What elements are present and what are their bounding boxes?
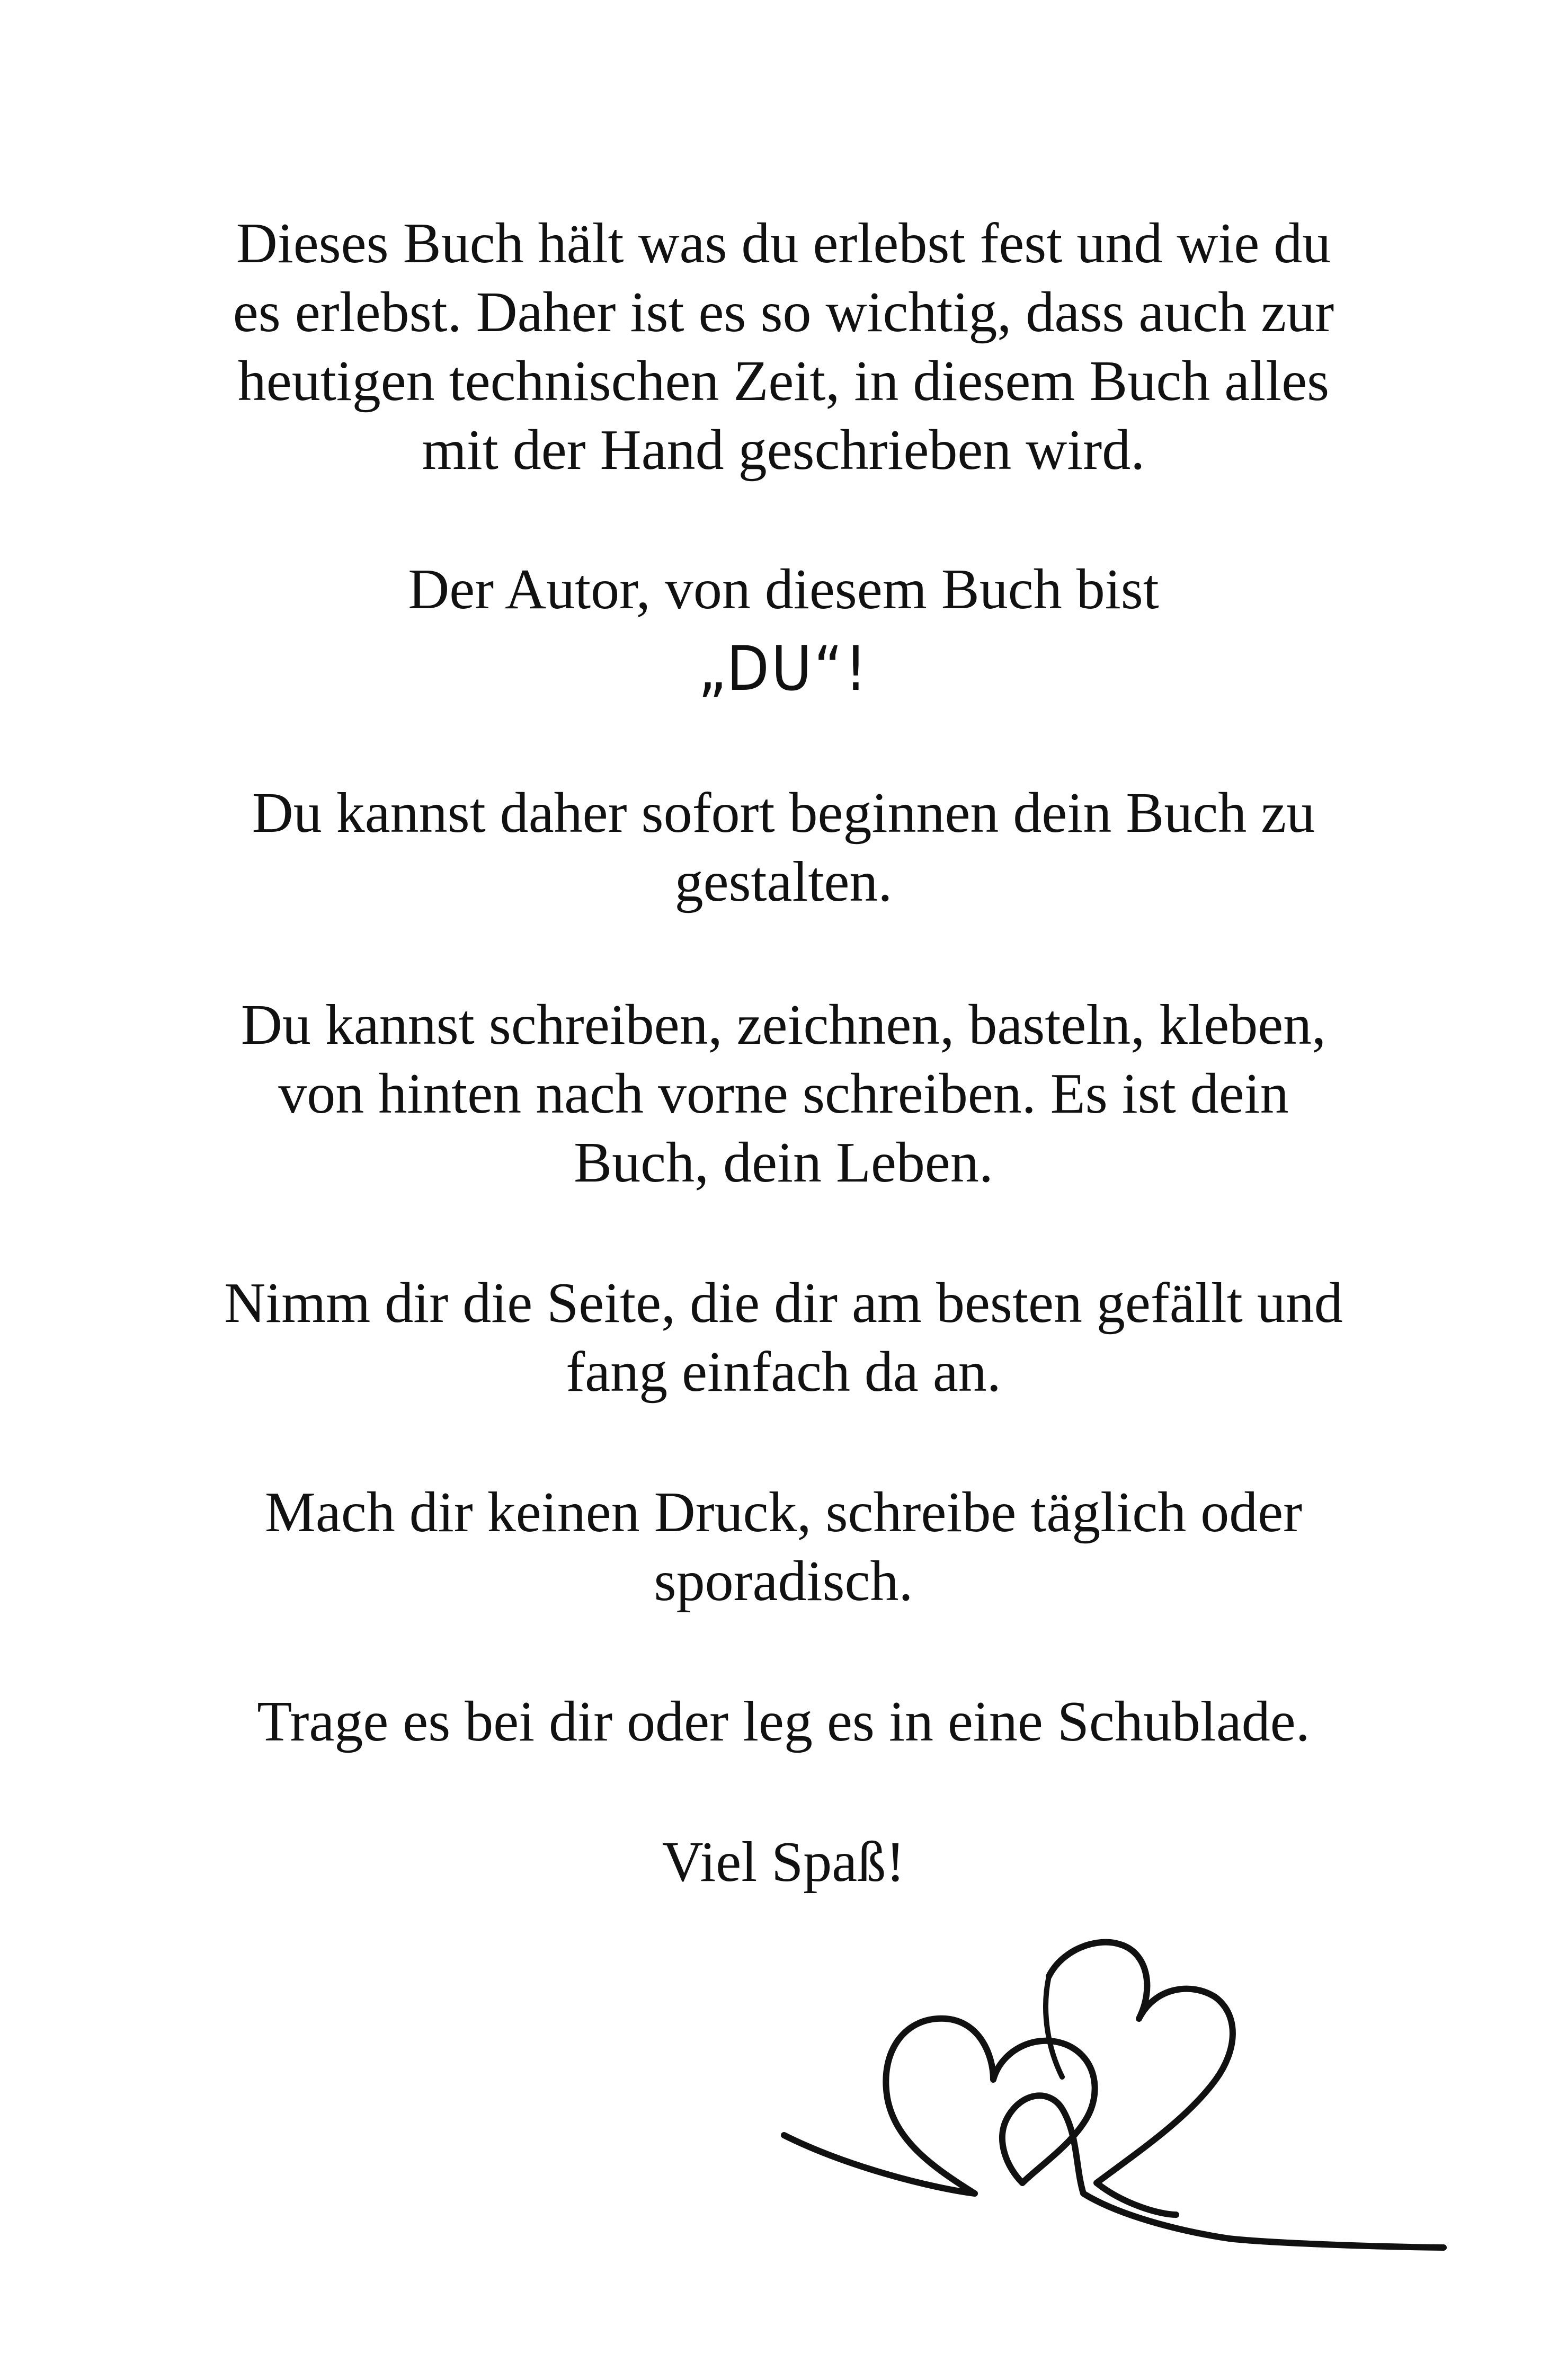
closing-line: Viel Spaß!: [662, 1831, 905, 1894]
choose-page-paragraph: Nimm dir die Seite, die dir am besten gefällt und fang einfach da an.: [224, 1272, 1343, 1404]
start-paragraph: Du kannst daher sofort beginnen dein Buch zu gestalten.: [252, 782, 1315, 913]
no-pressure-paragraph: Mach dir keinen Druck, schreibe täglich oder sporadisch.: [264, 1481, 1303, 1613]
author-line: Der Autor, von diesem Buch bist: [408, 558, 1159, 621]
du-emphasis: „DU“!: [698, 633, 869, 705]
carry-paragraph: Trage es bei dir oder leg es in eine Schublade.: [257, 1690, 1310, 1753]
two-hearts-line-drawing-icon: [773, 1918, 1515, 2289]
activities-paragraph: Du kannst schreiben, zeichnen, basteln, kleben, von hinten nach vorne schreiben. Es ist dein Buch, dein Leben.: [241, 993, 1326, 1194]
intro-paragraph: Dieses Buch hält was du erlebst fest und wie du es erlebst. Daher ist es so wichtig, dass auch zur heutigen technischen Zeit, in diesem Buch alles mit der Hand geschrieben wird.: [233, 212, 1334, 482]
